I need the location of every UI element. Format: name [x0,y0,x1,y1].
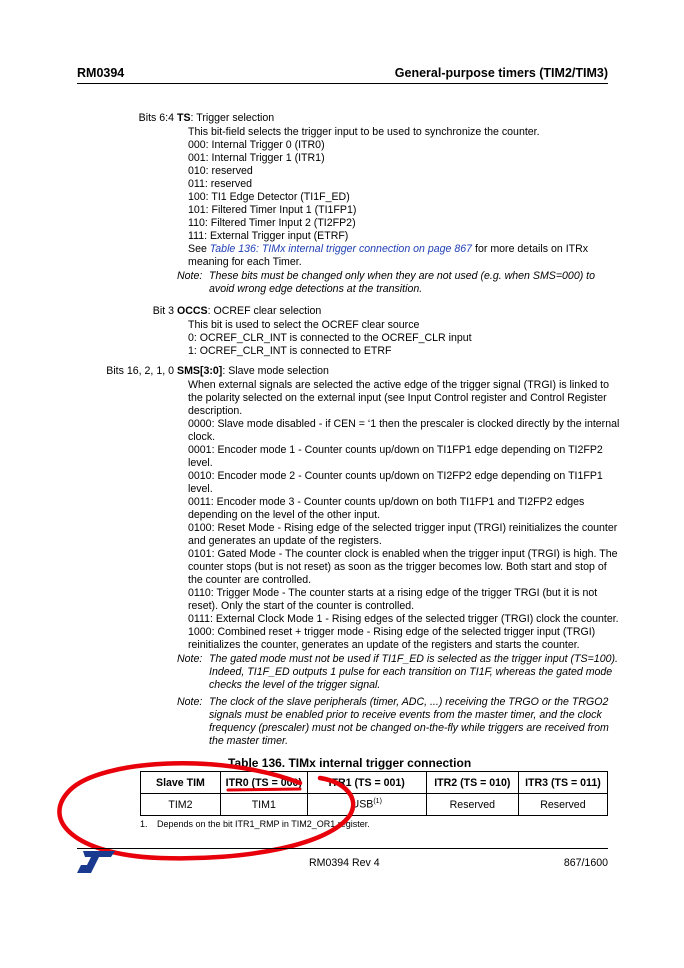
ts-field-name: TS [177,112,191,124]
ts-option: 110: Filtered Timer Input 2 (TI2FP2) [188,217,356,229]
footer-revision: RM0394 Rev 4 [309,857,380,869]
sms-line: level. [188,483,213,495]
table-footnote: Depends on the bit ITR1_RMP in TIM2_OR1 register. [157,819,370,829]
header-rule [77,83,608,84]
ts-note-text: These bits must be changed only when they are not used (e.g. when SMS=000) to [209,270,596,282]
ts-bits-label: Bits 6:4 [138,112,174,124]
table-header-row [141,772,608,794]
ts-option: 011: reserved [188,178,252,190]
table-cell: TIM2 [141,794,221,816]
sms-note1-text: checks the level of the trigger signal. [209,679,381,691]
sms-note1-text: The gated mode must not be used if TI1F_ED is selected as the trigger input (TS=100). [209,653,618,665]
sms-line: 0101: Gated Mode - The counter clock is enabled when the trigger input (TRGI) is high. The [188,548,618,560]
footer-page-number: 867/1600 [563,857,608,869]
sms-line: depending on the level of the other input. [188,509,381,521]
st-logo [77,851,115,878]
sms-note2-text: The clock of the slave peripherals (timer, ADC, ...) receiving the TRGO or the TRGO2 [209,696,609,708]
table-row [141,794,608,816]
table-cell: Reserved [426,794,518,816]
sms-line: 0011: Encoder mode 3 - Counter counts up/down on both TI1FP1 and TI2FP2 edges [188,496,585,508]
sms-line: When external signals are selected the active edge of the trigger signal (TRGI) is linked to [188,379,610,391]
sms-line: reinitializes the counter, generates an update of the registers and starts the counter. [188,639,580,651]
occs-field-name: OCCS [177,305,208,317]
occs-line: This bit is used to select the OCREF clear source [188,319,420,331]
sms-line: counter stops (but is not reset) as soon as the trigger becomes low. Both start and stop of [188,561,607,573]
table-header-cell: ITR3 (TS = 011) [518,772,607,794]
table-header-cell: ITR2 (TS = 010) [426,772,518,794]
table-136-link[interactable]: Table 136: TIMx internal trigger connection on page 867 [209,243,473,255]
table-header-cell: Slave TIM [141,772,221,794]
sms-line: description. [188,405,243,417]
sms-field-name: SMS[3:0] [177,365,223,377]
sms-line: 0000: Slave mode disabled - if CEN = ‘1 then the prescaler is clocked directly by the internal [188,418,620,430]
header-section-title: General-purpose timers (TIM2/TIM3) [394,66,608,80]
table-cell: Reserved [518,794,607,816]
trigger-connection-table [140,771,608,816]
sms-note1-text: Indeed, TI1F_ED outputs 1 pulse for each transition on TI1F, whereas the gated mode [209,666,613,678]
footer-rule [77,848,608,849]
ts-option: 101: Filtered Timer Input 1 (TI1FP1) [188,204,357,216]
table-header-cell: ITR1 (TS = 001) [307,772,426,794]
st-logo-icon [77,851,115,873]
sms-field-title: SMS[3:0]: Slave mode selection [177,365,329,377]
sms-line: reset). Only the start of the counter is controlled. [188,600,415,612]
footnote-ref[interactable]: (1) [373,798,382,806]
table-cell: USB$^{(1)}$ [307,794,426,816]
sms-note2-label: Note: [177,696,203,708]
table-cell: TIM1 [220,794,307,816]
sms-line: level. [188,457,213,469]
ts-option: 000: Internal Trigger 0 (ITR0) [188,139,325,151]
ts-note-label: Note: [177,270,203,282]
occs-bits-label: Bit 3 [152,305,174,317]
ts-field-title [177,112,274,125]
sms-line: clock. [188,431,216,443]
ts-see-line: See Table 136: TIMx internal trigger connection on page 867 for more details on ITRx [188,243,589,255]
ts-intro: This bit-field selects the trigger input to be used to synchronize the counter. [188,126,540,138]
ts-option: 010: reserved [188,165,253,177]
sms-line: 0111: External Clock Mode 1 - Rising edges of the selected trigger (TRGI) clock the counter. [188,613,619,625]
sms-note2-text: frequency (prescaler) must not be changed on-the-fly while triggers are received from [209,722,609,734]
ts-option: 111: External Trigger input (ETRF) [188,230,349,242]
sms-line: 0110: Trigger Mode - The counter starts at a rising edge of the trigger TRGI (but it is not [188,587,598,599]
ts-option: 001: Internal Trigger 1 (ITR1) [188,152,325,164]
occs-field-title: OCCS: OCREF clear selection [177,305,322,317]
sms-bits-label: Bits 16, 2, 1, 0 [106,365,174,377]
ts-option: 100: TI1 Edge Detector (TI1F_ED) [188,191,350,203]
sms-line: 0100: Reset Mode - Rising edge of the selected trigger input (TRGI) reinitializes the counter [188,522,618,534]
sms-line: the counter are controlled. [188,574,312,586]
sms-note1-label: Note: [177,653,203,665]
occs-line: 1: OCREF_CLR_INT is connected to ETRF [188,345,392,357]
table-footnote-number: 1. [140,819,148,829]
sms-note2-text: signals must be enabled prior to receive events from the master timer, and the clock [209,709,602,721]
sms-note2-text: the master timer. [209,735,289,747]
occs-line: 0: OCREF_CLR_INT is connected to the OCREF_CLR input [188,332,472,344]
sms-line: 0010: Encoder mode 2 - Counter counts up/down on TI2FP2 edge depending on TI1FP1 [188,470,603,482]
table-header-cell: ITR0 (TS = 000) [220,772,307,794]
sms-line: the polarity selected on the external input (see Input Control register and Control Register [188,392,607,404]
sms-line: 1000: Combined reset + trigger mode - Rising edge of the selected trigger input (TRGI) [188,626,596,638]
table-caption: Table 136. TIMx internal trigger connection [228,756,472,770]
sms-line: 0001: Encoder mode 1 - Counter counts up/down on TI1FP1 edge depending on TI2FP2 [188,444,603,456]
header-doc-id: RM0394 [77,66,125,80]
ts-note-text: avoid wrong edge detections at the transition. [209,283,423,295]
ts-field-desc: : Trigger selection [190,112,275,124]
ts-see-line-2: meaning for each Timer. [188,256,302,268]
sms-line: and generates an update of the registers. [188,535,382,547]
